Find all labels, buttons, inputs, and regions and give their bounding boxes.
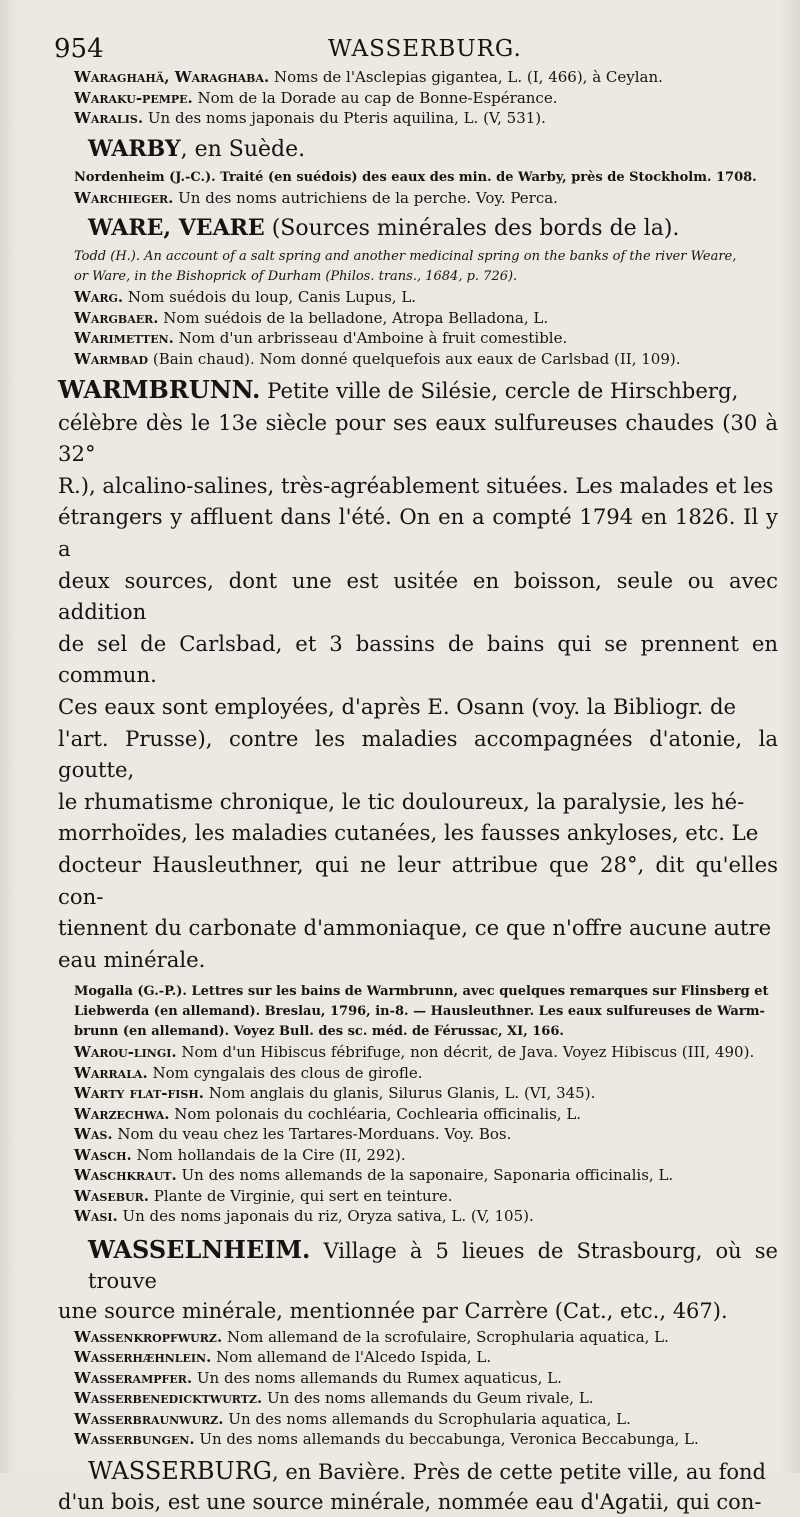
text-line: d'un bois, est une source minérale, nommée eau d'Agatii, qui con- — [58, 1489, 762, 1514]
entry-warty-flat-fish — [74, 1084, 778, 1104]
entry-head: Waschkraut. — [74, 1166, 177, 1185]
text-line: une source minérale, mentionnée par Carrère (Cat., etc., 467). — [58, 1298, 728, 1323]
bibliography-ware-line-2: or Ware, in the Bishoprick of Durham (Philos. trans., 1684, p. 726). — [74, 269, 518, 284]
text-line: de sel de Carlsbad, et 3 bassins de bains qui se prennent en commun. — [58, 630, 778, 688]
entry-head: Warg. — [74, 288, 124, 306]
text-line: étrangers y affluent dans l'été. On en a compté 1794 en 1826. Il y a — [58, 504, 778, 561]
entry-wasserbraunwurz — [74, 1410, 778, 1430]
article-head: WASSELNHEIM. — [88, 1234, 311, 1264]
text-line: célèbre dès le 13e siècle pour ses eaux sulfureuses chaudes (30 à 32° — [58, 409, 778, 467]
entry-head: Warzechwa. — [74, 1104, 170, 1123]
entry-waraku-pempe — [74, 89, 778, 109]
entry-head: Waraghahä, Waraghaba. — [74, 68, 270, 86]
entry-text: Un des noms allemands du beccabunga, Veronica Beccabunga, L. — [199, 1430, 699, 1449]
entry-head: Wassenkropfwurz. — [74, 1327, 223, 1346]
entry-head: Wasch. — [74, 1145, 132, 1164]
entry-head: Wasserbenedicktwurtz. — [74, 1389, 263, 1408]
entry-text: Nom d'un Hibiscus fébrifuge, non décrit, de Java. Voyez Hibiscus (III, 490). — [181, 1043, 755, 1062]
text-line: le rhumatisme chronique, le tic douloureux, la paralysie, les hé- — [58, 788, 745, 814]
entry-head: Warchieger. — [74, 188, 174, 207]
entry-text: Un des noms allemands du Geum rivale, L. — [266, 1389, 594, 1408]
text-line: R.), alcalino-salines, très-agréablement situées. Les malades et les — [58, 472, 774, 498]
entry-warrala — [74, 1064, 778, 1084]
entry-text: , en Suède. — [180, 136, 306, 162]
text-line-content: Petite ville de Silésie, cercle de Hirschberg, — [267, 378, 739, 403]
entry-text: Nom suédois de la belladone, Atropa Belladona, L. — [163, 308, 549, 327]
entry-text: Un des noms japonais du riz, Oryza sativa, L. (V, 105). — [122, 1207, 534, 1226]
bibliography-warmbrunn-line-2: Liebwerda (en allemand). Breslau, 1796, in-8. — Hausleuthner. Les eaux sulfureuses de Warm- — [74, 1004, 765, 1020]
entry-wasserbungen — [74, 1430, 778, 1450]
entry-waralis — [74, 109, 778, 129]
article-head: WASSERBURG — [88, 1456, 272, 1485]
entry-wasch — [74, 1146, 778, 1166]
running-title: WASSERBURG. — [328, 36, 522, 62]
entry-text: (Sources minérales des bords de la). — [271, 216, 680, 241]
bibliography-warmbrunn-line-3: brunn (en allemand). Voyez Bull. des sc. méd. de Férussac, XI, 166. — [74, 1024, 564, 1040]
text-line: l'art. Prusse), contre les maladies accompagnées d'atonie, la goutte, — [58, 725, 778, 783]
entry-text: Nom d'un arbrisseau d'Amboine à fruit comestible. — [178, 329, 568, 347]
article-wasselnheim — [58, 1235, 778, 1326]
text-line: eau minérale. — [58, 946, 206, 972]
bibliography-warmbrunn-line-1: Mogalla (G.-P.). Lettres sur les bains de Warmbrunn, avec quelques remarques sur Flinsberg et — [74, 984, 769, 1000]
entry-wasi — [74, 1207, 778, 1227]
entry-warzechwa — [74, 1105, 778, 1125]
entry-head: Was. — [74, 1125, 113, 1144]
entry-warmbad — [74, 350, 778, 370]
entry-wasserampfer — [74, 1369, 778, 1389]
text-line: tiennent du carbonate d'ammoniaque, ce que n'offre aucune autre — [58, 915, 772, 941]
entry-ware — [88, 212, 778, 245]
entry-warou-lingi — [74, 1043, 778, 1063]
entry-text: Nom du veau chez les Tartares-Morduans. Voy. Bos. — [117, 1125, 512, 1144]
entry-text: Un des noms autrichiens de la perche. Voy. Perca. — [178, 188, 558, 207]
entry-wassenkropfwurz — [74, 1328, 778, 1348]
text-line: morrhoïdes, les maladies cutanées, les fausses ankyloses, etc. Le — [58, 820, 759, 846]
entry-head: Wargbaer. — [74, 308, 159, 327]
entry-head: Warmbad — [74, 349, 149, 368]
entry-text: Nom cyngalais des clous de girofle. — [152, 1063, 423, 1082]
entry-was — [74, 1125, 778, 1145]
entry-head: WARE, VEARE — [88, 215, 265, 241]
article-head: WARMBRUNN. — [58, 375, 261, 404]
entry-text: Nom polonais du cochléaria, Cochlearia officinalis, L. — [174, 1104, 582, 1123]
entry-text: Noms de l'Asclepias gigantea, L. (I, 466), à Ceylan. — [273, 68, 663, 86]
bibliography-warby: Nordenheim (J.-C.). Traité (en suédois) des eaux des min. de Warby, près de Stockholm. 1708. — [74, 169, 757, 185]
entry-text: Plante de Virginie, qui sert en teinture. — [153, 1186, 453, 1205]
text-line — [58, 1456, 778, 1487]
entry-head: Wasserampfer. — [74, 1368, 193, 1387]
entry-warby — [88, 133, 778, 166]
entry-text: Un des noms allemands du Rumex aquaticus, L. — [196, 1368, 562, 1387]
entry-head: Waralis. — [74, 109, 144, 127]
entry-wargbaer — [74, 309, 778, 329]
entry-wasebur — [74, 1187, 778, 1207]
entry-text: Nom allemand de la scrofulaire, Scrophularia aquatica, L. — [226, 1327, 669, 1346]
text-line: Ces eaux sont employées, d'après E. Osann (voy. la Bibliogr. de — [58, 693, 737, 719]
entry-warchieger — [74, 189, 778, 209]
entry-text: Un des noms japonais du Pteris aquilina, L. (V, 531). — [147, 109, 546, 127]
entry-head: Wasserhæhnlein. — [74, 1348, 212, 1367]
entry-text: Un des noms allemands du Scrophularia aquatica, L. — [228, 1409, 631, 1428]
running-head — [54, 34, 778, 68]
entry-text: Nom suédois du loup, Canis Lupus, L. — [127, 288, 417, 306]
entry-head: Warou-lingi. — [74, 1043, 177, 1062]
entry-text: (Bain chaud). Nom donné quelquefois aux eaux de Carlsbad (II, 109). — [152, 349, 681, 368]
entry-text: Nom hollandais de la Cire (II, 292). — [136, 1145, 406, 1164]
page-number: 954 — [54, 34, 104, 64]
text-line-content: Village à 5 lieues de Strasbourg, où se trouve — [88, 1238, 778, 1293]
entry-waschkraut — [74, 1166, 778, 1186]
entry-head: WARBY — [88, 135, 181, 162]
entry-head: Warimetten. — [74, 329, 174, 347]
entry-head: Wasebur. — [74, 1186, 149, 1205]
entry-head: Wasi. — [74, 1207, 118, 1226]
bibliography-ware-line-1: Todd (H.). An account of a salt spring and another medicinal spring on the banks of the river Weare, — [74, 249, 737, 264]
text-line — [58, 1235, 778, 1296]
entry-head: Warty flat-fish. — [74, 1084, 204, 1103]
entry-text: Un des noms allemands de la saponaire, Saponaria officinalis, L. — [181, 1166, 674, 1185]
entry-head: Waraku-pempe. — [74, 88, 193, 107]
text-line: deux sources, dont une est usitée en boisson, seule ou avec addition — [58, 567, 778, 625]
entry-text: Nom anglais du glanis, Silurus Glanis, L. (VI, 345). — [208, 1084, 596, 1103]
entry-wasserbenedicktwurtz — [74, 1389, 778, 1409]
entry-head: Warrala. — [74, 1063, 148, 1082]
text-line-content: , en Bavière. Près de cette petite ville, au fond — [271, 1459, 766, 1484]
article-warmbrunn — [58, 374, 778, 975]
text-line: docteur Hausleuthner, qui ne leur attribue que 28°, dit qu'elles con- — [58, 851, 778, 909]
article-wasserburg — [58, 1456, 778, 1517]
entry-text: Nom de la Dorade au cap de Bonne-Espérance. — [197, 88, 558, 107]
text-line — [58, 374, 778, 407]
entry-waraghaha — [74, 68, 778, 88]
entry-warg — [74, 288, 778, 308]
entry-wasserhaehnlein — [74, 1348, 778, 1368]
entry-head: Wasserbungen. — [74, 1430, 195, 1449]
entry-text: Nom allemand de l'Alcedo Ispida, L. — [216, 1348, 492, 1367]
entry-head: Wasserbraunwurz. — [74, 1409, 224, 1428]
entry-warimetten — [74, 329, 778, 349]
